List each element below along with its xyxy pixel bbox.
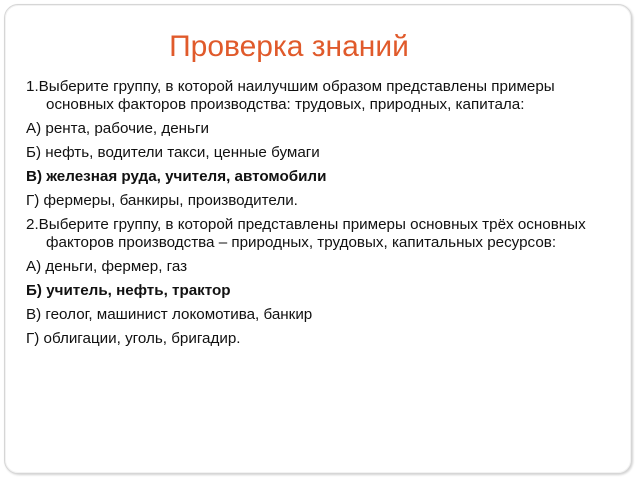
answer-option-1b: Б) нефть, водители такси, ценные бумаги <box>26 144 320 161</box>
question-2: 2.Выберите группу, в которой представлены примеры основных трёх основных факторов производства – природных, трудовых, капитальных ресурсов: <box>26 216 586 251</box>
answer-option-1a: А) рента, рабочие, деньги <box>26 120 209 137</box>
correct-answer-2b: Б) учитель, нефть, трактор <box>26 282 231 299</box>
correct-answer-1c: В) железная руда, учителя, автомобили <box>26 168 327 185</box>
answer-option-2a: А) деньги, фермер, газ <box>26 258 188 275</box>
answer-option-2c: В) геолог, машинист локомотива, банкир <box>26 306 313 323</box>
answer-option-2d: Г) облигации, уголь, бригадир. <box>26 330 241 347</box>
quiz-content <box>26 78 616 354</box>
slide-title: Проверка знаний <box>169 30 409 63</box>
answer-option-1d: Г) фермеры, банкиры, производители. <box>26 192 298 209</box>
question-1: 1.Выберите группу, в которой наилучшим образом представлены примеры основных факторов производства: трудовых, природных, капитала: <box>26 78 555 113</box>
slide <box>4 4 632 474</box>
